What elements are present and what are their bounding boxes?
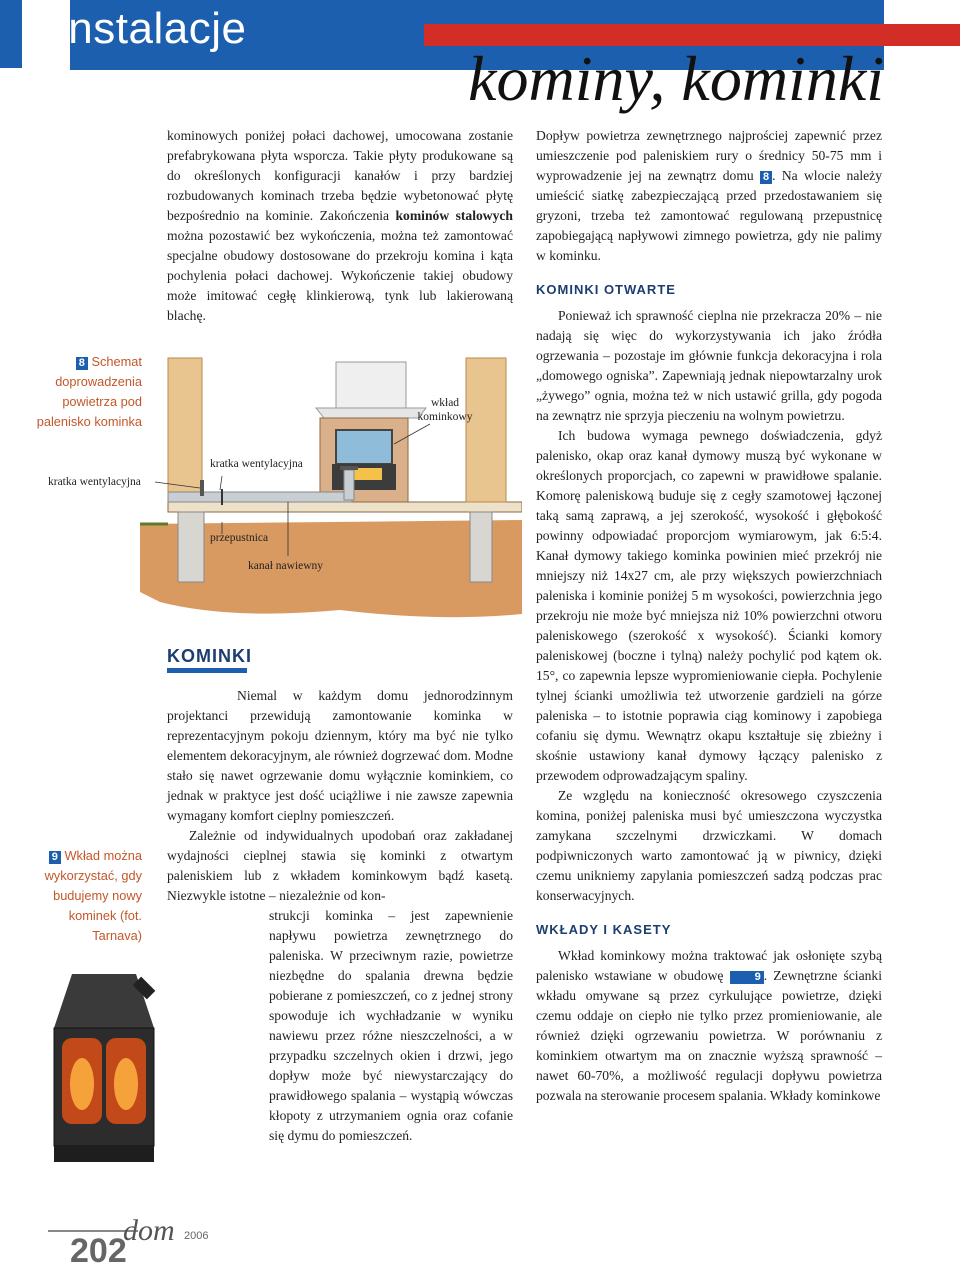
magazine-year: 2006 (184, 1230, 209, 1242)
caption-figure-8 (30, 352, 142, 432)
col-c-paragraph-3: Ich budowa wymaga pewnego doświadczenia, gdyż palenisko, okap oraz kanał dymowy muszą być wykonane w określonych proporcjach, co zapewni w prawidłowe spalanie. Komorę paleniskową buduje się z cegły szamotowej łączonej taką samą zaprawą, a jej szerokość, wysokość i głębokość powinny odpowiadać proporcjom wymiarowym, jak 6:5:4. Kanał dymowy takiego kominka powinien mieć przekrój nie mniejszy niż 14x27 cm, ale przy większych powierzchniach paleniska i kominie poniżej 5 m wysokości, powierzchnia jego przekroju nie może być mniejsza niż 10% powierzchni otworu paleniskowego (szerokość x wysokość). Ścianki komory paleniskowej (boczne i tylną) należy pochylić pod kątem ok. 15°, co zapewnia lepsze wypromieniowanie ciepła. Pochylenie tylnej ścianki umożliwia też utworzenie gardzieli na górze paleniska – to istotnie poprawia ciąg kominowy i zapobiega cofaniu się dymu. Wewnątrz okapu kształtuje się zbieżny i skośnie ustawiony kanał dymowy łączący palenisko z przewodem odprowadzającym spaliny. (536, 428, 882, 783)
inner-grille (340, 466, 358, 470)
kominki-paragraph-2b: strukcji kominka – jest zapewnienie napływu powietrza zewnętrznego do paleniska. W przeciwnym razie, powietrze niezbędne do spalania drewna będzie pobierane z pomieszczeń, co z jednej strony spowoduje ich wychładzanie w wyniku nawiewu przez różne nieszczelności, a w przypadku szczelnych okien i drzwi, jego dopływ może być niewystarczający do prawidłowego spalania – wystąpią wówczas kłopoty z utrzymaniem ognia oraz cofanie się dymu do pomieszczeń. (269, 908, 513, 1143)
kominki-paragraph-2a: Zależnie od indywidualnych upodobań oraz zakładanej wydajności cieplnej stawia się kominki z otwartym paleniskiem lub z wkładem kominkowym bądź kasetą. Niezwykle istotne – niezależnie od kon- (167, 828, 513, 903)
col-a-paragraph (167, 126, 513, 326)
side-accent-bar (0, 0, 22, 68)
col-c-paragraph-2: Ponieważ ich sprawność cieplna nie przekracza 20% – nie nadają się więc do wykorzystywania ich jako źródła ogrzewania – pozostaje im głównie funkcja dekoracyjna i rola „domowego ogniska”. Zapewniają jednak niepowtarzalny urok „żywego” ognia, można też w nich ustawić grilla, gdy pogoda na zewnątrz nie sprzyja pieczeniu na wolnym powietrzu. (536, 308, 882, 423)
col-a-text-rest: można pozostawić bez wykończenia, można też zamontować specjalne obudowy dostosowane do przekroju komina i kąta pochylenia połaci dachowej. Wykończenie takiej obudowy może imitować cegłę klinkierową, tynk lub lakierowaną blachę. (167, 228, 513, 323)
diagram-illustration (140, 352, 522, 620)
heading-open-fireplaces: KOMINKI OTWARTE (536, 282, 676, 297)
column-c (536, 126, 882, 1106)
col-a-bold: kominów stalowych (395, 208, 513, 223)
label-duct: kanał nawiewny (248, 560, 324, 572)
col-c-paragraph-4: Ze względu na konieczność okresowego czyszczenia komina, poniżej paleniska musi być umieszczona wyczystka zamykana szczelnymi drzwiczkami. W domach podpiwniczonych warto zamontować ją w piwnicy, dzięki czemu unikniemy zapylania pomieszczeń sadzą podczas prac konserwacyjnych. (536, 788, 882, 903)
kominki-paragraph-1: Niemal w każdym domu jednorodzinnym projektanci przewidują zamontowanie kominka w reprezentacyjnym pokoju dziennym, który ma być nie tylko elementem dekoracyjnym, ale również dogrzewać dom. Modne stało się nawet ogrzewanie domu wyłącznie kominkiem, co jednak w praktyce jest dość uciążliwe i nie zawsze zapewnia wymagany komfort cieplny pomieszczeń. (167, 688, 513, 823)
label-outer-grille: kratka wentylacyjna (48, 476, 141, 488)
page-number: 202 (70, 1232, 127, 1270)
left-wall (168, 358, 202, 502)
air-duct (168, 492, 352, 502)
label-damper: przepustnica (210, 532, 269, 544)
outer-grille (200, 480, 204, 496)
fireplace-insert-photo (50, 968, 158, 1164)
figure-ref-8: 8 (760, 171, 772, 184)
magazine-logo: dom (123, 1214, 175, 1247)
heading-kominki: KOMINKI (167, 646, 252, 666)
column-b (167, 686, 513, 1146)
caption-figure-9 (30, 846, 142, 946)
col-c-paragraph-5 (536, 946, 882, 1106)
insert-base (54, 1146, 154, 1162)
fireplace-insert-illustration (50, 968, 158, 1164)
left-foundation (178, 512, 204, 582)
right-foundation (470, 512, 492, 582)
label-insert: wkład kominkowy (417, 397, 473, 423)
col-a-text: kominowych poniżej połaci dachowej, umocowana zostanie prefabrykowana płyta wsporcza. Takie płyty produkowane są do określonych konfiguracji kanałów i przy bardziej rozbudowanych kominach trzeba będzie wybetonować płytę bezpośrednio na kominie. Zakończenia (167, 128, 513, 223)
col-c-paragraph-1 (536, 126, 882, 266)
figure-ref-9: 9 (730, 971, 764, 984)
caption-8-text: Schemat doprowadzenia powietrza pod palenisko kominka (36, 354, 142, 429)
figure-number-badge: 9 (49, 851, 61, 864)
duct-riser (344, 470, 354, 500)
insert-glass (336, 430, 392, 464)
caption-9-text: Wkład można wykorzystać, gdy budujemy nowy kominek (fot. Tarnava) (44, 848, 142, 943)
right-wall (466, 358, 506, 502)
section-title: instalacje (58, 4, 247, 53)
heading-inserts: WKŁADY I KASETY (536, 922, 672, 937)
figure-number-badge: 8 (76, 357, 88, 370)
label-inner-grille: kratka wentylacyjna (210, 458, 303, 470)
heading-underline (167, 668, 247, 673)
col-c-p5-end: . Zewnętrzne ścianki wkładu omywane są przez cyrkulujące powietrze, dzięki czemu oddaje on ciepło nie tylko przez promieniowanie, ale również dzięki ogrzewaniu powietrza. W porównaniu z kominkiem otwartym ma on znacznie wyższą sprawność – nawet 60-70%, a możliwość regulacji dopływu powietrza pozwala na sterowanie procesem spalania. Wkłady kominkowe (536, 968, 882, 1103)
col-c-p1-text: Dopływ powietrza zewnętrznego najprościej zapewnić przez umieszczenie pod paleniskiem rury o średnicy 50-75 mm i wyprowadzenie jej na zewnątrz domu (536, 128, 882, 183)
topic-title: kominy, kominki (468, 43, 884, 114)
column-a (167, 126, 513, 326)
col-c-p5-text: Wkład kominkowy można traktować jak osłonięte szybą palenisko wstawiane w obudowę (536, 948, 882, 983)
col-c-p1-end: . Na wlocie należy umieścić siatkę zabezpieczającą przed przedostawaniem się gryzoni, trzeba też zamontować regulowaną przepustnicę zapobiegającą napływowi zimnego powietrza, gdy nie palimy w kominku. (536, 168, 883, 263)
fireplace-hood (336, 362, 406, 408)
